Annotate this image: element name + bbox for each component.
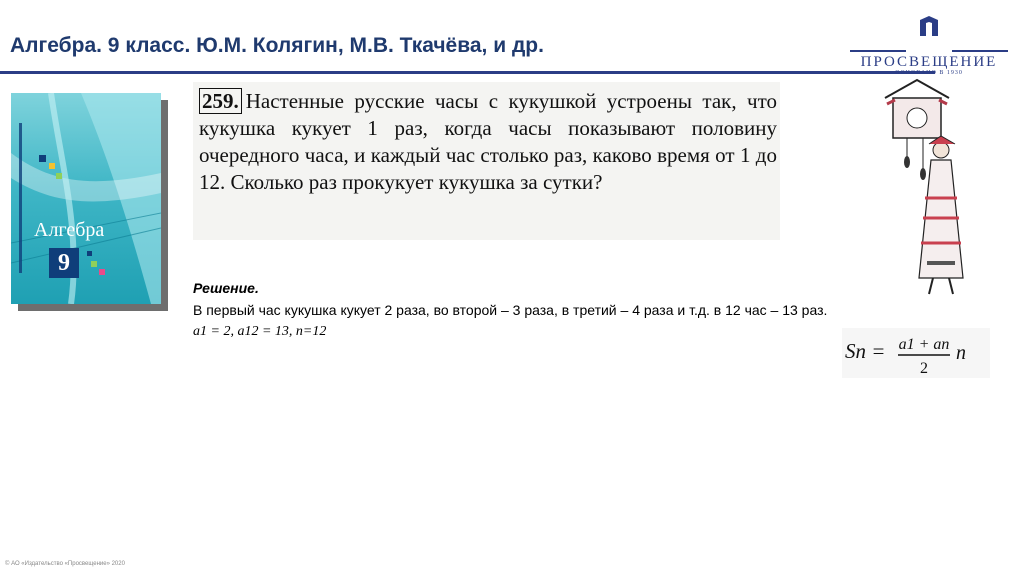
cover-grade: 9 bbox=[49, 248, 79, 278]
solution-values: a1 = 2, a12 = 13, n=12 bbox=[193, 324, 327, 339]
textbook-cover bbox=[11, 93, 161, 304]
problem-text bbox=[199, 88, 777, 196]
problem-body: Настенные русские часы с кукушкой устроены так, что кукушка кукует 1 раз, когда часы показывают половину очередного часа, и каждый час столько раз, каково время от 1 до 12. Сколько раз прокукует кукушка за сутки? bbox=[199, 89, 777, 194]
solution-block bbox=[193, 277, 873, 343]
cover-title: Алгебра bbox=[34, 219, 105, 241]
solution-text: В первый час кукушка кукует 2 раза, во второй – 3 раза, в третий – 4 раза и т.д. в 12 час – 13 раз. bbox=[193, 302, 828, 318]
sum-formula bbox=[842, 328, 990, 378]
cuckoo-clock-illustration bbox=[877, 78, 972, 298]
cover-art bbox=[11, 93, 161, 304]
formula-denominator: 2 bbox=[920, 360, 928, 377]
logo-line-left bbox=[850, 50, 906, 52]
prosveshchenie-logo bbox=[848, 14, 1010, 76]
footer-copyright: © АО «Издательство «Просвещение» 2020 bbox=[5, 561, 125, 567]
logo-since: ОСНОВАНО В 1930 bbox=[895, 70, 963, 76]
formula-numerator: a1 + an bbox=[898, 336, 950, 353]
formula-factor: n bbox=[956, 342, 966, 364]
formula-lhs: Sn = bbox=[845, 339, 886, 363]
header-divider bbox=[0, 71, 935, 74]
logo-name: ПРОСВЕЩЕНИЕ bbox=[860, 54, 998, 70]
solution-heading: Решение. bbox=[193, 280, 259, 296]
problem-number: 259. bbox=[199, 88, 242, 114]
page-title: Алгебра. 9 класс. Ю.М. Колягин, М.В. Ткачёва, и др. bbox=[10, 34, 544, 57]
logo-mark-icon bbox=[918, 14, 940, 38]
logo-line-right bbox=[952, 50, 1008, 52]
problem-box bbox=[193, 82, 780, 240]
